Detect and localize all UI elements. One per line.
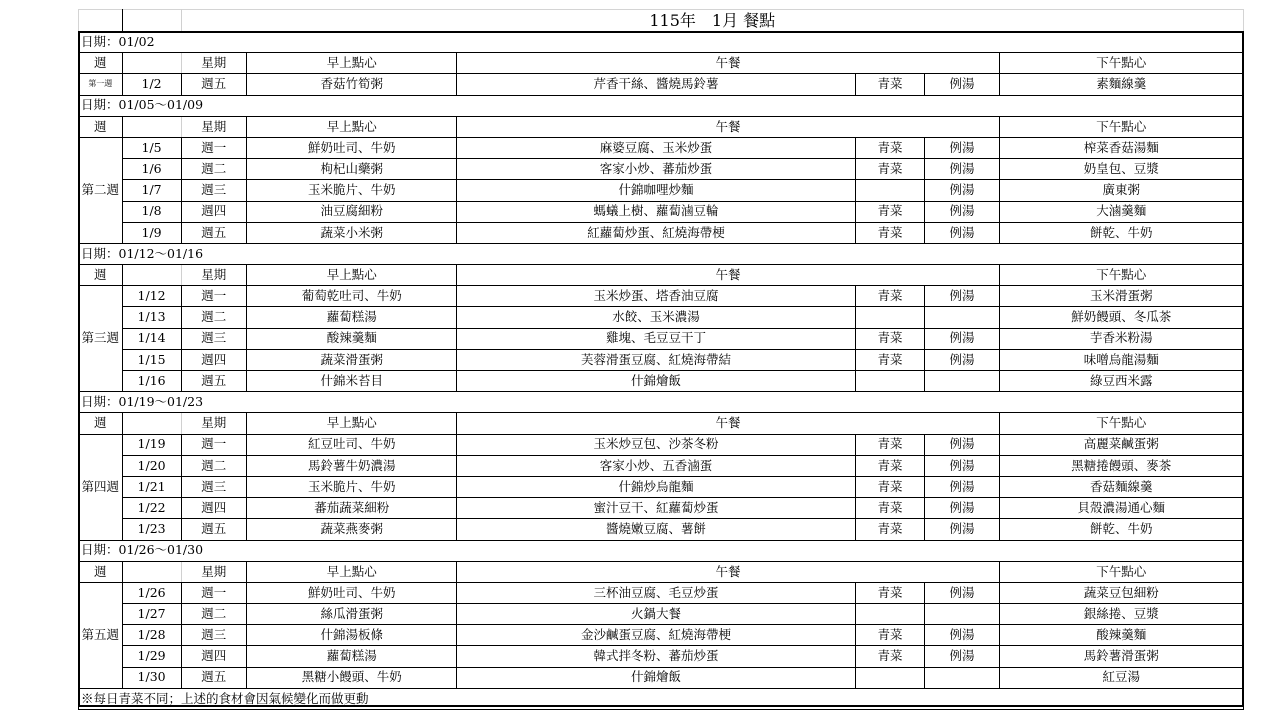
meal-day: 週五 xyxy=(181,74,246,95)
header-lunch: 午餐 xyxy=(457,116,999,137)
header-date-blank xyxy=(122,413,181,434)
meal-date: 1/5 xyxy=(122,137,181,158)
breakfast-cell: 蕃茄蔬菜細粉 xyxy=(246,498,457,519)
table-row xyxy=(79,434,1244,455)
meal-date: 1/26 xyxy=(122,582,181,603)
lunch-cell: 蜜汁豆干、紅蘿蔔炒蛋 xyxy=(457,498,855,519)
vegetable-cell: 青菜 xyxy=(855,498,925,519)
breakfast-cell: 蘿蔔糕湯 xyxy=(246,307,457,328)
afternoon-cell: 芋香米粉湯 xyxy=(999,328,1243,349)
meal-day: 週三 xyxy=(181,625,246,646)
week-label: 第五週 xyxy=(79,582,123,688)
header-date-blank xyxy=(122,53,181,74)
lunch-cell: 什錦咖哩炒麵 xyxy=(457,180,855,201)
table-row xyxy=(79,159,1244,180)
breakfast-cell: 枸杞山藥粥 xyxy=(246,159,457,180)
table-row xyxy=(79,74,1244,95)
header-week: 週 xyxy=(79,265,123,286)
meal-date: 1/9 xyxy=(122,222,181,243)
table-row xyxy=(79,371,1244,392)
afternoon-cell: 餅乾、牛奶 xyxy=(999,519,1243,540)
week-date-label: 日期：01/26～01/30 xyxy=(79,540,1244,561)
afternoon-cell: 廣東粥 xyxy=(999,180,1243,201)
meal-day: 週五 xyxy=(181,667,246,688)
soup-cell: 例湯 xyxy=(925,455,999,476)
header-breakfast: 早上點心 xyxy=(246,265,457,286)
breakfast-cell: 玉米脆片、牛奶 xyxy=(246,180,457,201)
breakfast-cell: 玉米脆片、牛奶 xyxy=(246,476,457,497)
afternoon-cell: 黑糖捲饅頭、麥茶 xyxy=(999,455,1243,476)
vegetable-cell: 青菜 xyxy=(855,519,925,540)
lunch-cell: 水餃、玉米濃湯 xyxy=(457,307,855,328)
afternoon-cell: 銀絲捲、豆漿 xyxy=(999,604,1243,625)
soup-cell: 例湯 xyxy=(925,646,999,667)
lunch-cell: 玉米炒蛋、塔香油豆腐 xyxy=(457,286,855,307)
header-afternoon: 下午點心 xyxy=(999,53,1243,74)
header-row xyxy=(79,413,1244,434)
vegetable-cell: 青菜 xyxy=(855,201,925,222)
meal-day: 週四 xyxy=(181,349,246,370)
soup-cell: 例湯 xyxy=(925,582,999,603)
meal-day: 週五 xyxy=(181,519,246,540)
week-label: 第四週 xyxy=(79,434,123,540)
breakfast-cell: 蔬菜小米粥 xyxy=(246,222,457,243)
meal-date: 1/7 xyxy=(122,180,181,201)
vegetable-cell: 青菜 xyxy=(855,286,925,307)
header-day: 星期 xyxy=(181,265,246,286)
header-afternoon: 下午點心 xyxy=(999,265,1243,286)
lunch-cell: 玉米炒豆包、沙茶冬粉 xyxy=(457,434,855,455)
meal-day: 週一 xyxy=(181,434,246,455)
soup-cell: 例湯 xyxy=(925,434,999,455)
lunch-cell: 客家小炒、蕃茄炒蛋 xyxy=(457,159,855,180)
table-row xyxy=(79,180,1244,201)
lunch-cell: 韓式拌冬粉、蕃茄炒蛋 xyxy=(457,646,855,667)
meal-date: 1/8 xyxy=(122,201,181,222)
lunch-cell: 雞塊、毛豆豆干丁 xyxy=(457,328,855,349)
table-row xyxy=(79,349,1244,370)
table-row xyxy=(79,201,1244,222)
table-row xyxy=(79,625,1244,646)
week-date-row xyxy=(79,32,1244,53)
soup-cell: 例湯 xyxy=(925,222,999,243)
soup-cell: 例湯 xyxy=(925,625,999,646)
meal-date: 1/28 xyxy=(122,625,181,646)
lunch-cell: 金沙鹹蛋豆腐、紅燒海帶梗 xyxy=(457,625,855,646)
meal-date: 1/29 xyxy=(122,646,181,667)
table-row xyxy=(79,582,1244,603)
breakfast-cell: 酸辣羹麵 xyxy=(246,328,457,349)
header-row xyxy=(79,561,1244,582)
header-day: 星期 xyxy=(181,116,246,137)
header-date-blank xyxy=(122,116,181,137)
vegetable-cell: 青菜 xyxy=(855,625,925,646)
afternoon-cell: 大滷羹麵 xyxy=(999,201,1243,222)
lunch-cell: 火鍋大餐 xyxy=(457,604,855,625)
header-lunch: 午餐 xyxy=(457,413,999,434)
breakfast-cell: 蔬菜滑蛋粥 xyxy=(246,349,457,370)
table-row xyxy=(79,455,1244,476)
meal-day: 週三 xyxy=(181,180,246,201)
lunch-cell: 芙蓉滑蛋豆腐、紅燒海帶結 xyxy=(457,349,855,370)
header-date-blank xyxy=(122,265,181,286)
meal-date: 1/22 xyxy=(122,498,181,519)
afternoon-cell: 高麗菜鹹蛋粥 xyxy=(999,434,1243,455)
lunch-cell: 芹香干絲、醬燒馬鈴薯 xyxy=(457,74,855,95)
meal-date: 1/21 xyxy=(122,476,181,497)
week-date-label: 日期：01/19～01/23 xyxy=(79,392,1244,413)
afternoon-cell: 味噌烏龍湯麵 xyxy=(999,349,1243,370)
meal-day: 週一 xyxy=(181,582,246,603)
header-lunch: 午餐 xyxy=(457,53,999,74)
menu-table xyxy=(78,9,1244,710)
meal-day: 週三 xyxy=(181,476,246,497)
afternoon-cell: 貝殼濃湯通心麵 xyxy=(999,498,1243,519)
footnote: ※每日青菜不同；上述的食材會因氣候變化而做更動 xyxy=(79,688,1244,709)
vegetable-cell: 青菜 xyxy=(855,646,925,667)
afternoon-cell: 玉米滑蛋粥 xyxy=(999,286,1243,307)
meal-date: 1/30 xyxy=(122,667,181,688)
week-date-label: 日期：01/02 xyxy=(79,32,1244,53)
lunch-cell: 什錦炒烏龍麵 xyxy=(457,476,855,497)
lunch-cell: 醬燒嫩豆腐、薯餅 xyxy=(457,519,855,540)
soup-cell: 例湯 xyxy=(925,159,999,180)
table-row xyxy=(79,519,1244,540)
table-row xyxy=(79,476,1244,497)
afternoon-cell: 香菇麵線羹 xyxy=(999,476,1243,497)
vegetable-cell: 青菜 xyxy=(855,222,925,243)
header-afternoon: 下午點心 xyxy=(999,561,1243,582)
header-afternoon: 下午點心 xyxy=(999,116,1243,137)
week-date-row xyxy=(79,243,1244,264)
table-row xyxy=(79,307,1244,328)
header-breakfast: 早上點心 xyxy=(246,561,457,582)
vegetable-cell xyxy=(855,604,925,625)
table-row xyxy=(79,667,1244,688)
meal-date: 1/6 xyxy=(122,159,181,180)
breakfast-cell: 鮮奶吐司、牛奶 xyxy=(246,137,457,158)
title-row xyxy=(79,10,1244,32)
soup-cell: 例湯 xyxy=(925,328,999,349)
header-breakfast: 早上點心 xyxy=(246,53,457,74)
vegetable-cell xyxy=(855,667,925,688)
soup-cell xyxy=(925,604,999,625)
lunch-cell: 麻婆豆腐、玉米炒蛋 xyxy=(457,137,855,158)
meal-date: 1/23 xyxy=(122,519,181,540)
lunch-cell: 客家小炒、五香滷蛋 xyxy=(457,455,855,476)
afternoon-cell: 榨菜香菇湯麵 xyxy=(999,137,1243,158)
meal-date: 1/16 xyxy=(122,371,181,392)
vegetable-cell: 青菜 xyxy=(855,137,925,158)
afternoon-cell: 蔬菜豆包細粉 xyxy=(999,582,1243,603)
table-row xyxy=(79,137,1244,158)
table-row xyxy=(79,646,1244,667)
vegetable-cell xyxy=(855,180,925,201)
header-day: 星期 xyxy=(181,53,246,74)
header-week: 週 xyxy=(79,53,123,74)
soup-cell: 例湯 xyxy=(925,498,999,519)
header-week: 週 xyxy=(79,561,123,582)
soup-cell xyxy=(925,371,999,392)
soup-cell: 例湯 xyxy=(925,476,999,497)
header-date-blank xyxy=(122,561,181,582)
page-title: 115年 1月 餐點 xyxy=(181,10,1243,32)
breakfast-cell: 葡萄乾吐司、牛奶 xyxy=(246,286,457,307)
header-day: 星期 xyxy=(181,413,246,434)
breakfast-cell: 什錦湯板條 xyxy=(246,625,457,646)
breakfast-cell: 馬鈴薯牛奶濃湯 xyxy=(246,455,457,476)
header-lunch: 午餐 xyxy=(457,561,999,582)
breakfast-cell: 絲瓜滑蛋粥 xyxy=(246,604,457,625)
table-row xyxy=(79,286,1244,307)
breakfast-cell: 蔬菜燕麥粥 xyxy=(246,519,457,540)
soup-cell: 例湯 xyxy=(925,137,999,158)
afternoon-cell: 素麵線羹 xyxy=(999,74,1243,95)
header-breakfast: 早上點心 xyxy=(246,413,457,434)
afternoon-cell: 綠豆西米露 xyxy=(999,371,1243,392)
week-label: 第一週 xyxy=(79,74,123,95)
lunch-cell: 什錦燴飯 xyxy=(457,667,855,688)
meal-day: 週四 xyxy=(181,498,246,519)
meal-date: 1/12 xyxy=(122,286,181,307)
soup-cell xyxy=(925,307,999,328)
meal-day: 週一 xyxy=(181,137,246,158)
vegetable-cell: 青菜 xyxy=(855,349,925,370)
table-row xyxy=(79,328,1244,349)
vegetable-cell: 青菜 xyxy=(855,434,925,455)
meal-date: 1/13 xyxy=(122,307,181,328)
week-label: 第二週 xyxy=(79,137,123,243)
header-row xyxy=(79,265,1244,286)
vegetable-cell: 青菜 xyxy=(855,476,925,497)
vegetable-cell: 青菜 xyxy=(855,455,925,476)
header-week: 週 xyxy=(79,116,123,137)
week-date-label: 日期：01/12～01/16 xyxy=(79,243,1244,264)
header-breakfast: 早上點心 xyxy=(246,116,457,137)
afternoon-cell: 鮮奶饅頭、冬瓜茶 xyxy=(999,307,1243,328)
vegetable-cell: 青菜 xyxy=(855,328,925,349)
meal-day: 週二 xyxy=(181,455,246,476)
soup-cell: 例湯 xyxy=(925,201,999,222)
week-date-row xyxy=(79,540,1244,561)
meal-date: 1/20 xyxy=(122,455,181,476)
afternoon-cell: 馬鈴薯滑蛋粥 xyxy=(999,646,1243,667)
week-date-row xyxy=(79,392,1244,413)
meal-day: 週三 xyxy=(181,328,246,349)
soup-cell: 例湯 xyxy=(925,519,999,540)
vegetable-cell: 青菜 xyxy=(855,74,925,95)
header-row xyxy=(79,116,1244,137)
breakfast-cell: 黑糖小饅頭、牛奶 xyxy=(246,667,457,688)
header-lunch: 午餐 xyxy=(457,265,999,286)
meal-day: 週二 xyxy=(181,159,246,180)
meal-day: 週五 xyxy=(181,371,246,392)
meal-day: 週四 xyxy=(181,646,246,667)
meal-day: 週五 xyxy=(181,222,246,243)
soup-cell: 例湯 xyxy=(925,180,999,201)
breakfast-cell: 香菇竹筍粥 xyxy=(246,74,457,95)
afternoon-cell: 餅乾、牛奶 xyxy=(999,222,1243,243)
vegetable-cell xyxy=(855,307,925,328)
breakfast-cell: 蘿蔔糕湯 xyxy=(246,646,457,667)
meal-date: 1/19 xyxy=(122,434,181,455)
afternoon-cell: 酸辣羹麵 xyxy=(999,625,1243,646)
meal-day: 週二 xyxy=(181,307,246,328)
soup-cell xyxy=(925,667,999,688)
header-week: 週 xyxy=(79,413,123,434)
note-row xyxy=(79,688,1244,709)
soup-cell: 例湯 xyxy=(925,349,999,370)
week-date-row xyxy=(79,95,1244,116)
table-row xyxy=(79,222,1244,243)
meal-date: 1/15 xyxy=(122,349,181,370)
table-row xyxy=(79,604,1244,625)
meal-date: 1/2 xyxy=(122,74,181,95)
lunch-cell: 什錦燴飯 xyxy=(457,371,855,392)
afternoon-cell: 紅豆湯 xyxy=(999,667,1243,688)
week-date-label: 日期：01/05～01/09 xyxy=(79,95,1244,116)
header-afternoon: 下午點心 xyxy=(999,413,1243,434)
meal-date: 1/14 xyxy=(122,328,181,349)
soup-cell: 例湯 xyxy=(925,74,999,95)
vegetable-cell xyxy=(855,371,925,392)
lunch-cell: 紅蘿蔔炒蛋、紅燒海帶梗 xyxy=(457,222,855,243)
vegetable-cell: 青菜 xyxy=(855,582,925,603)
meal-day: 週一 xyxy=(181,286,246,307)
lunch-cell: 三杯油豆腐、毛豆炒蛋 xyxy=(457,582,855,603)
lunch-cell: 螞蟻上樹、蘿蔔滷豆輪 xyxy=(457,201,855,222)
header-row xyxy=(79,53,1244,74)
breakfast-cell: 鮮奶吐司、牛奶 xyxy=(246,582,457,603)
breakfast-cell: 紅豆吐司、牛奶 xyxy=(246,434,457,455)
vegetable-cell: 青菜 xyxy=(855,159,925,180)
week-label: 第三週 xyxy=(79,286,123,392)
breakfast-cell: 油豆腐細粉 xyxy=(246,201,457,222)
meal-day: 週四 xyxy=(181,201,246,222)
breakfast-cell: 什錦米苔目 xyxy=(246,371,457,392)
afternoon-cell: 奶皇包、豆漿 xyxy=(999,159,1243,180)
header-day: 星期 xyxy=(181,561,246,582)
meal-date: 1/27 xyxy=(122,604,181,625)
soup-cell: 例湯 xyxy=(925,286,999,307)
meal-day: 週二 xyxy=(181,604,246,625)
table-row xyxy=(79,498,1244,519)
